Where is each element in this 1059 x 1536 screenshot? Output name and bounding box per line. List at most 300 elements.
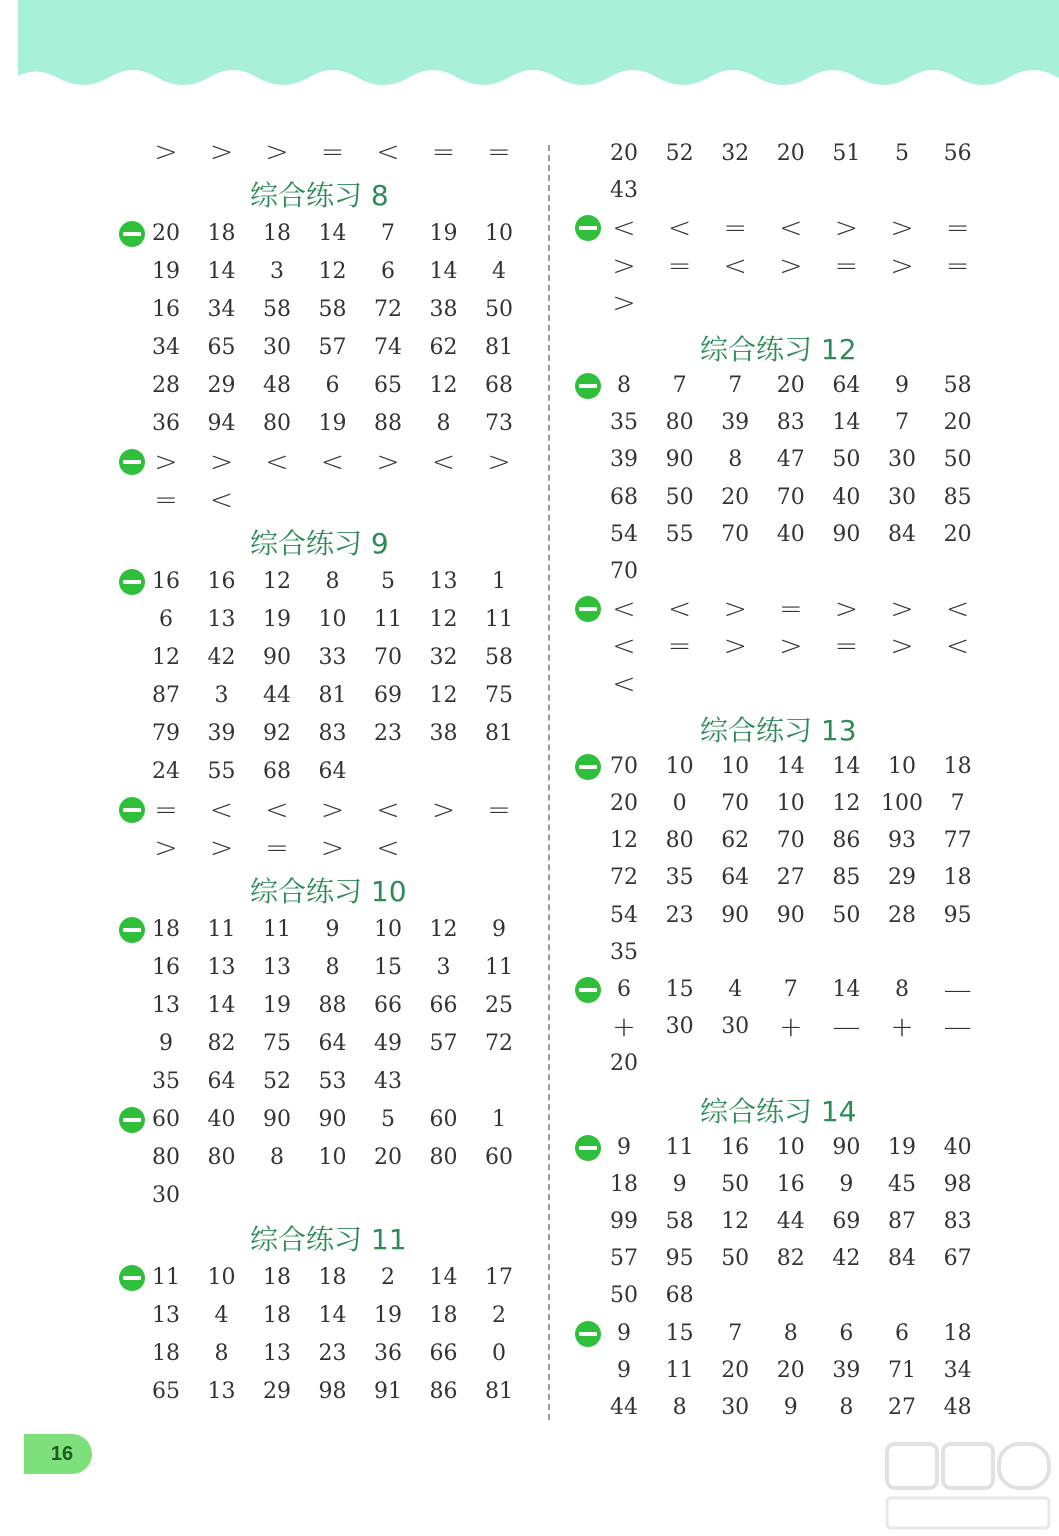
answer-cell: 6 (381, 259, 395, 284)
answer-cell: 11 (485, 955, 513, 980)
answer-cell: 17 (485, 1265, 513, 1290)
answer-cell: < (209, 483, 234, 516)
answer-cell: 44 (776, 1209, 805, 1234)
answer-cell: 87 (152, 683, 180, 708)
answer-cell: 3 (214, 683, 229, 708)
answer-cell: 32 (721, 141, 750, 166)
exercise-title: 综合练习 13 (700, 713, 857, 747)
answer-cell: 10 (888, 753, 916, 779)
answer-cell: 9 (325, 917, 340, 942)
answer-cell: 16 (152, 955, 180, 980)
answer-cell: 35 (152, 1069, 180, 1094)
answer-cell: 6 (895, 1320, 909, 1346)
answer-cell: = (154, 483, 178, 516)
answer-cell: 16 (207, 569, 236, 594)
answer-cell: 94 (207, 411, 236, 436)
answer-cell: 35 (665, 865, 694, 891)
answer-cell: = (320, 135, 345, 168)
answer-cell: 8 (783, 1320, 798, 1346)
answer-cell: 85 (832, 865, 861, 891)
answer-row (0, 1280, 1059, 1312)
answer-cell: 88 (318, 993, 347, 1018)
answer-cell: 12 (610, 828, 638, 854)
answer-cell: 57 (429, 1031, 458, 1056)
answer-cell: > (890, 211, 914, 245)
answer-cell: — (943, 1010, 972, 1044)
answer-cell: 0 (492, 1341, 506, 1366)
answer-cell: 7 (728, 373, 743, 398)
answer-cell: 52 (263, 1069, 291, 1094)
answer-cell: 6 (325, 373, 340, 398)
answer-cell: 90 (776, 902, 805, 928)
answer-row (0, 862, 1059, 894)
answer-row (0, 718, 1059, 750)
answer-row (0, 1355, 1059, 1387)
answer-cell: 86 (429, 1379, 458, 1404)
answer-cell: 36 (152, 411, 180, 436)
answer-cell: 34 (943, 1357, 972, 1383)
answer-cell: 58 (665, 1209, 694, 1234)
answer-cell: < (209, 793, 234, 826)
answer-cell: > (487, 445, 511, 478)
answer-cell: 29 (263, 1379, 291, 1404)
answer-cell: 12 (832, 791, 861, 816)
answer-cell: > (779, 629, 803, 663)
exercise-title: 综合练习 8 (250, 179, 389, 212)
answer-cell: 71 (888, 1357, 916, 1383)
answer-cell: 30 (665, 1014, 694, 1040)
answer-cell: 72 (610, 865, 638, 891)
answer-cell: 18 (610, 1171, 638, 1197)
answer-cell: 52 (665, 141, 694, 166)
answer-cell: 90 (318, 1107, 347, 1132)
answer-cell: 14 (429, 259, 458, 284)
answer-cell: > (723, 629, 747, 663)
answer-cell: 73 (485, 411, 513, 436)
answer-cell: > (779, 248, 803, 282)
answer-cell: 58 (485, 645, 513, 670)
answer-cell: 80 (207, 1145, 236, 1170)
watermark-logo (883, 1438, 1053, 1534)
answer-cell: 40 (207, 1107, 236, 1132)
answer-cell: 15 (665, 977, 694, 1002)
answer-cell: 9 (617, 1134, 631, 1160)
answer-cell: 69 (832, 1209, 861, 1234)
answer-row (0, 1169, 1059, 1201)
answer-cell: < (320, 445, 345, 478)
answer-cell: 1 (492, 569, 506, 594)
answer-cell: 11 (263, 917, 291, 942)
answer-cell: 20 (374, 1145, 402, 1170)
answer-cell: > (154, 831, 178, 864)
answer-cell: 13 (207, 607, 236, 632)
answer-cell: < (612, 592, 636, 626)
answer-cell: 82 (776, 1246, 805, 1272)
answer-row (0, 1243, 1059, 1275)
answer-cell: 4 (492, 259, 506, 284)
answer-cell: 3 (270, 259, 284, 284)
answer-cell: 10 (318, 607, 347, 632)
answer-cell: 9 (783, 1395, 798, 1420)
answer-cell: 10 (776, 1134, 805, 1160)
answer-cell: 87 (888, 1209, 916, 1234)
answer-cell: 8 (672, 1395, 687, 1420)
answer-cell: 70 (374, 645, 402, 670)
answer-cell: 18 (152, 917, 180, 942)
answer-cell: 25 (485, 993, 513, 1018)
answer-cell: 2 (381, 1265, 395, 1290)
answer-cell: 49 (374, 1031, 402, 1056)
answer-cell: 70 (776, 484, 805, 510)
answer-cell: 47 (776, 447, 805, 473)
answer-cell: 16 (721, 1134, 750, 1160)
answer-cell: 81 (485, 721, 513, 746)
answer-cell: = (723, 211, 747, 245)
answer-cell: 12 (263, 569, 291, 594)
answer-cell: 68 (610, 484, 638, 510)
answer-cell: 8 (325, 955, 340, 980)
answer-cell: 11 (665, 1357, 694, 1383)
answer-cell: > (890, 248, 914, 282)
answer-cell: 80 (665, 828, 694, 854)
answer-cell: 58 (943, 373, 972, 398)
answer-cell: 10 (374, 917, 402, 942)
answer-cell: 14 (832, 977, 861, 1002)
answer-cell: 14 (318, 221, 347, 246)
exercise-title: 综合练习 11 (250, 1223, 407, 1256)
answer-cell: 11 (665, 1134, 694, 1160)
answer-row (0, 593, 1059, 625)
answer-cell: 5 (381, 1107, 395, 1132)
answer-cell: 11 (485, 607, 513, 632)
answer-cell: 65 (207, 335, 236, 360)
answer-cell: 8 (617, 373, 631, 398)
answer-cell: 28 (888, 902, 916, 928)
answer-cell: > (834, 211, 859, 245)
answer-cell: 13 (207, 955, 236, 980)
answer-cell: 30 (888, 484, 916, 510)
answer-cell: 20 (610, 1051, 638, 1077)
answer-cell: 70 (721, 791, 750, 816)
answer-row (0, 556, 1059, 588)
answer-cell: 20 (610, 141, 638, 166)
answer-row (0, 332, 1059, 364)
answer-cell: 14 (207, 993, 236, 1018)
answer-row (0, 751, 1059, 783)
answer-cell: 39 (207, 721, 236, 746)
answer-cell: < (431, 445, 456, 478)
answer-cell: 9 (617, 1320, 631, 1346)
answer-cell: 5 (381, 569, 395, 594)
answer-cell: 20 (776, 141, 805, 166)
answer-cell: = (945, 211, 970, 245)
answer-cell: 42 (207, 645, 236, 670)
answer-cell: > (209, 831, 234, 864)
answer-cell: 18 (263, 221, 291, 246)
answer-cell: > (376, 445, 400, 478)
answer-row (0, 630, 1059, 662)
answer-row (0, 287, 1059, 319)
answer-cell: < (612, 629, 636, 663)
answer-row (0, 1048, 1059, 1080)
answer-cell: 64 (207, 1069, 236, 1094)
answer-cell: 7 (381, 221, 395, 246)
answer-cell: < (667, 592, 692, 626)
exercise-title: 综合练习 14 (700, 1094, 857, 1128)
answer-cell: > (890, 592, 914, 626)
answer-cell: 14 (318, 1303, 347, 1328)
answer-cell: 39 (610, 447, 638, 473)
answer-cell: 16 (776, 1171, 805, 1197)
answer-cell: 69 (374, 683, 402, 708)
answer-cell: 83 (776, 410, 805, 436)
answer-cell: 9 (672, 1171, 687, 1197)
answer-row (0, 482, 1059, 514)
answer-cell: 66 (374, 993, 402, 1018)
answer-cell: 5 (895, 141, 909, 166)
answer-cell: 34 (207, 297, 236, 322)
answer-cell: 68 (263, 759, 291, 784)
answer-cell: 100 (881, 791, 923, 816)
answer-cell: 95 (943, 902, 972, 928)
answer-cell: 39 (832, 1357, 861, 1383)
answer-cell: 12 (429, 683, 458, 708)
answer-cell: 50 (665, 484, 694, 510)
answer-cell: 90 (832, 521, 861, 547)
answer-cell: < (376, 135, 400, 168)
answer-cell: 14 (429, 1265, 458, 1290)
answer-cell: 18 (943, 753, 972, 779)
answer-cell: + (779, 1010, 803, 1044)
answer-cell: > (209, 445, 234, 478)
answer-cell: > (320, 793, 345, 826)
answer-cell: 20 (943, 410, 972, 436)
answer-row (0, 1206, 1059, 1238)
answer-cell: 50 (832, 902, 861, 928)
answer-cell: 51 (832, 141, 861, 166)
answer-cell: 32 (429, 645, 458, 670)
answer-cell: 40 (776, 521, 805, 547)
answer-cell: 53 (318, 1069, 347, 1094)
answer-cell: 23 (665, 902, 694, 928)
answer-row (0, 370, 1059, 402)
answer-cell: 50 (943, 447, 972, 473)
answer-cell: 43 (610, 178, 638, 204)
answer-cell: 67 (943, 1246, 972, 1272)
answer-cell: — (943, 973, 972, 1006)
answer-cell: 80 (429, 1145, 458, 1170)
answer-cell: = (431, 135, 456, 168)
answer-cell: 43 (374, 1069, 402, 1094)
answer-cell: 9 (492, 917, 506, 942)
answer-cell: 68 (665, 1283, 694, 1309)
answer-cell: = (834, 248, 859, 282)
answer-cell: 12 (318, 259, 347, 284)
answer-cell: 6 (159, 607, 173, 632)
answer-cell: = (834, 629, 859, 663)
answer-cell: 72 (485, 1031, 513, 1056)
answer-cell: 98 (943, 1171, 972, 1197)
answer-cell: 90 (665, 447, 694, 473)
answer-row (0, 825, 1059, 857)
answer-cell: 9 (159, 1031, 173, 1056)
answer-cell: 8 (270, 1145, 284, 1170)
answer-cell: > (612, 248, 636, 282)
answer-row (0, 900, 1059, 932)
answer-cell: 72 (374, 297, 402, 322)
answer-cell: 91 (374, 1379, 402, 1404)
answer-cell: 30 (721, 1395, 750, 1420)
answer-cell: 19 (263, 607, 291, 632)
exercise-title: 综合练习 9 (250, 527, 389, 560)
answer-cell: < (265, 445, 289, 478)
answer-cell: 15 (665, 1320, 694, 1346)
answer-cell: 81 (485, 1379, 513, 1404)
answer-cell: 83 (943, 1209, 972, 1234)
answer-cell: 58 (318, 297, 347, 322)
answer-cell: 28 (152, 373, 180, 398)
answer-cell: 65 (152, 1379, 180, 1404)
answer-cell: 48 (263, 373, 291, 398)
answer-cell: = (487, 135, 511, 168)
exercise-title: 综合练习 10 (250, 875, 407, 908)
answer-cell: 39 (721, 410, 750, 436)
answer-cell: 36 (374, 1341, 402, 1366)
answer-cell: 19 (318, 411, 347, 436)
answer-cell: 27 (888, 1395, 916, 1420)
answer-cell: 54 (610, 902, 638, 928)
answer-row (0, 1011, 1059, 1043)
answer-cell: 64 (832, 373, 861, 398)
answer-cell: 0 (672, 791, 687, 816)
answer-cell: 20 (610, 791, 638, 816)
answer-cell: 16 (152, 569, 180, 594)
answer-cell: 2 (492, 1303, 506, 1328)
answer-cell: 18 (943, 865, 972, 891)
answer-cell: < (667, 211, 692, 245)
answer-cell: 18 (263, 1303, 291, 1328)
answer-cell: 66 (429, 993, 458, 1018)
answer-cell: 13 (263, 1341, 291, 1366)
answer-cell: 23 (374, 721, 402, 746)
answer-cell: 84 (888, 1246, 916, 1272)
answer-cell: 44 (610, 1395, 638, 1420)
answer-cell: 19 (263, 993, 291, 1018)
answer-cell: 10 (665, 753, 694, 779)
answer-cell: 11 (152, 1265, 180, 1290)
answer-cell: 1 (492, 1107, 506, 1132)
answer-cell: 13 (207, 1379, 236, 1404)
answer-cell: 7 (672, 373, 687, 398)
answer-row (0, 1318, 1059, 1350)
answer-cell: 20 (721, 484, 750, 510)
answer-cell: 60 (485, 1145, 513, 1170)
header-banner (18, 0, 1059, 92)
answer-cell: > (265, 135, 289, 168)
answer-cell: 3 (436, 955, 451, 980)
answer-cell: 75 (485, 683, 513, 708)
answer-cell: 99 (610, 1209, 638, 1234)
answer-row (0, 1132, 1059, 1164)
answer-cell: 18 (943, 1320, 972, 1346)
answer-cell: 10 (485, 221, 513, 246)
answer-cell: — (832, 1010, 861, 1044)
answer-cell: 70 (776, 828, 805, 854)
answer-cell: < (612, 666, 636, 700)
answer-cell: 11 (374, 607, 402, 632)
answer-cell: 60 (429, 1107, 458, 1132)
answer-row (0, 519, 1059, 551)
answer-cell: > (154, 445, 178, 478)
answer-cell: 60 (152, 1107, 180, 1132)
answer-cell: 70 (721, 521, 750, 547)
answer-cell: 30 (152, 1183, 180, 1208)
answer-cell: 18 (207, 221, 236, 246)
answer-cell: = (779, 592, 803, 626)
answer-cell: 4 (214, 1303, 229, 1328)
answer-cell: 35 (610, 410, 638, 436)
answer-cell: 42 (832, 1246, 861, 1272)
answer-row (0, 135, 1059, 170)
answer-cell: 9 (839, 1171, 854, 1197)
answer-cell: > (209, 135, 234, 168)
answer-cell: 50 (610, 1283, 638, 1309)
answer-cell: 90 (263, 645, 291, 670)
answer-cell: > (834, 592, 859, 626)
answer-cell: 38 (429, 297, 458, 322)
answer-cell: 29 (888, 865, 916, 891)
answer-cell: 50 (721, 1246, 750, 1272)
answer-row (0, 974, 1059, 1006)
answer-cell: 98 (318, 1379, 347, 1404)
answer-cell: 30 (721, 1014, 750, 1040)
answer-cell: 16 (152, 297, 180, 322)
answer-cell: 12 (429, 373, 458, 398)
answer-row (0, 212, 1059, 244)
answer-cell: 56 (943, 141, 972, 166)
answer-cell: 6 (839, 1320, 854, 1346)
answer-cell: 8 (214, 1341, 229, 1366)
answer-cell: 35 (610, 939, 638, 965)
answer-cell: > (612, 285, 636, 319)
answer-cell: = (154, 793, 178, 826)
answer-cell: 77 (943, 828, 972, 854)
answer-cell: 68 (485, 373, 513, 398)
answer-cell: 12 (152, 645, 180, 670)
answer-cell: 9 (617, 1357, 631, 1383)
answer-cell: 19 (152, 259, 180, 284)
answer-cell: 40 (832, 484, 861, 510)
answer-cell: 14 (776, 753, 805, 779)
answer-cell: 7 (783, 977, 798, 1002)
answer-cell: 13 (263, 955, 291, 980)
answer-cell: = (265, 831, 289, 864)
answer-cell: 50 (721, 1171, 750, 1197)
answer-cell: 80 (665, 410, 694, 436)
answer-cell: + (890, 1010, 914, 1044)
answer-cell: 50 (485, 297, 513, 322)
answer-cell: 10 (207, 1265, 236, 1290)
answer-cell: 18 (152, 1341, 180, 1366)
answer-cell: 58 (263, 297, 291, 322)
answer-cell: 65 (374, 373, 402, 398)
answer-cell: 81 (485, 335, 513, 360)
answer-cell: = (945, 248, 970, 282)
answer-cell: 18 (429, 1303, 458, 1328)
answer-cell: 18 (318, 1265, 347, 1290)
answer-cell: < (723, 248, 747, 282)
answer-cell: 8 (436, 411, 451, 436)
